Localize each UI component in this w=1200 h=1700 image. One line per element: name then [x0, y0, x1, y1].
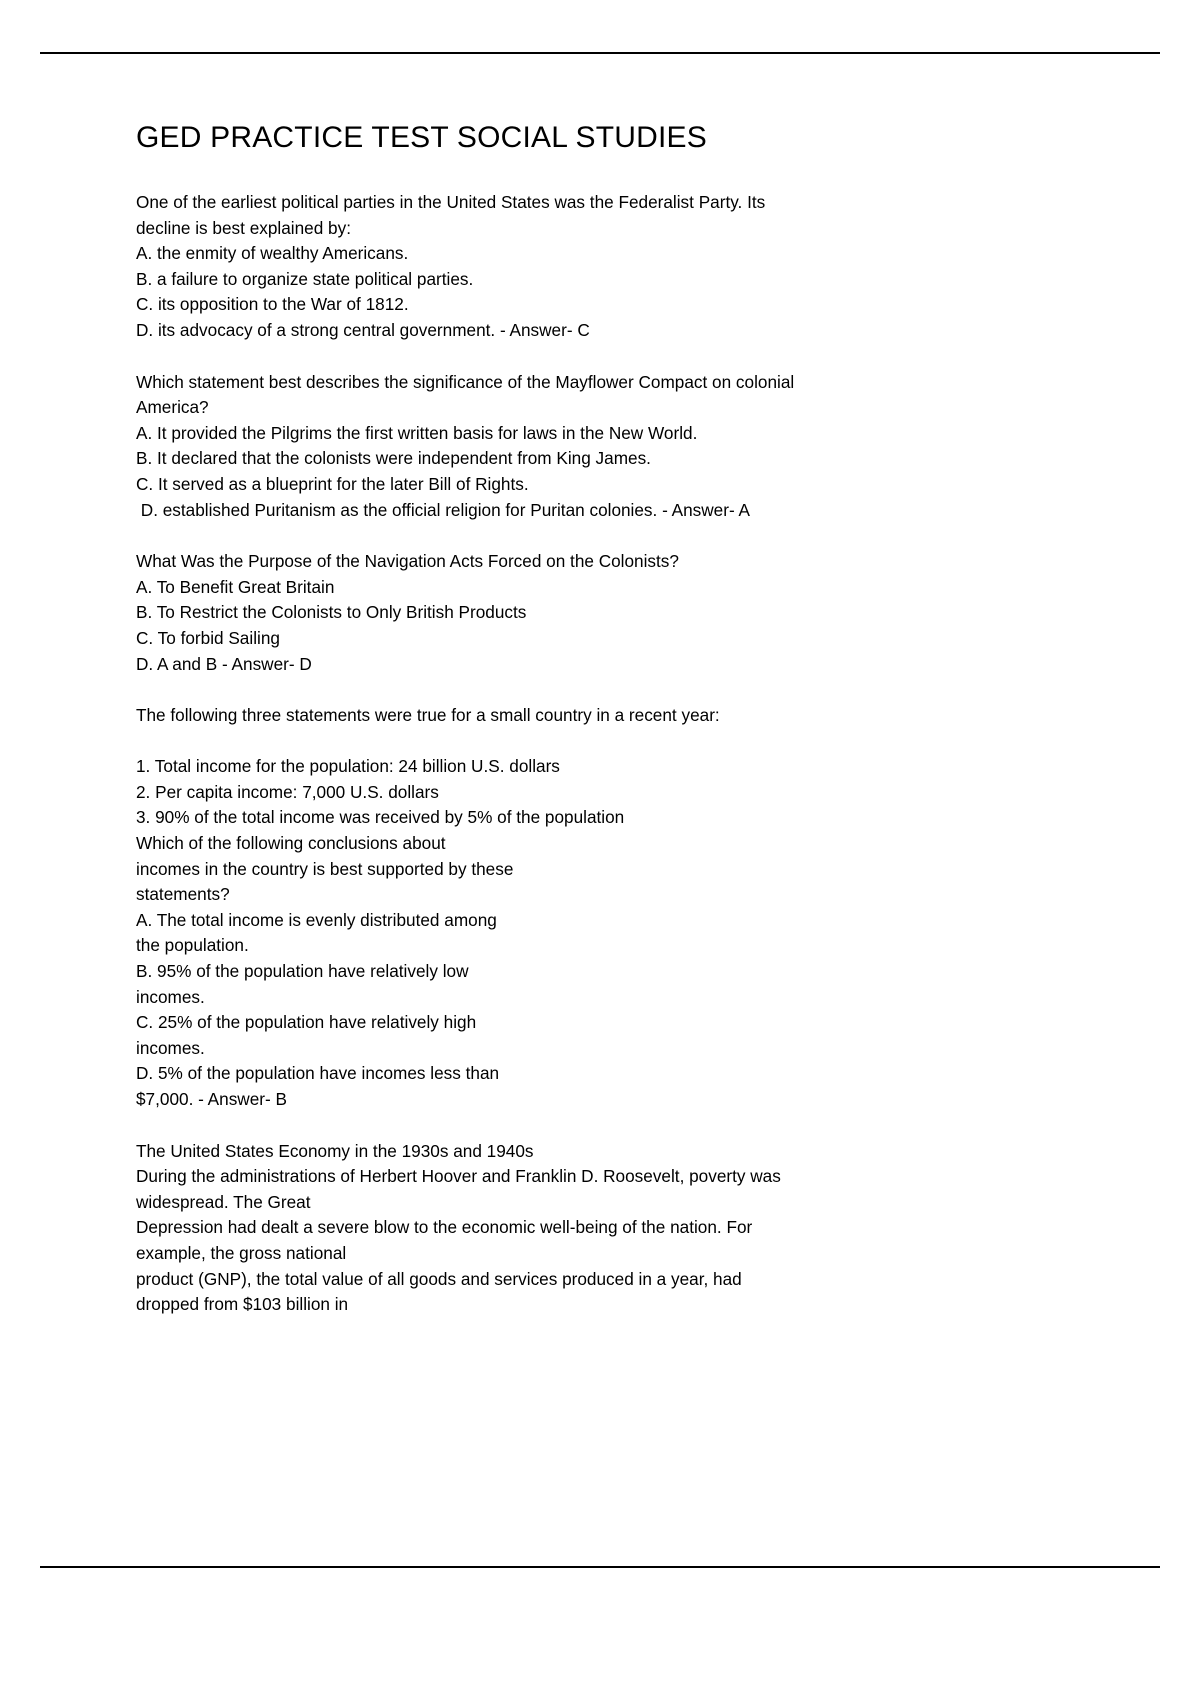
text-line: incomes in the country is best supported by these	[136, 858, 514, 879]
blank-line	[136, 729, 1036, 755]
text-line: D. 5% of the population have incomes less than	[136, 1063, 500, 1084]
text-line: $7,000. - Answer- B	[136, 1089, 287, 1109]
text-line: What Was the Purpose of the Navigation Acts Forced on the Colonists?	[136, 551, 679, 572]
text-block	[136, 549, 1036, 677]
text-line: decline is best explained by:	[136, 217, 351, 238]
text-block	[136, 190, 1036, 344]
text-line: C. It served as a blueprint for the later Bill of Rights.	[136, 473, 529, 494]
text-line: C. its opposition to the War of 1812.	[136, 294, 409, 315]
text-line: America?	[136, 397, 209, 418]
header-rule	[40, 52, 1160, 54]
text-block	[136, 370, 1036, 524]
text-line: A. The total income is evenly distributed among	[136, 909, 497, 930]
text-line: D. its advocacy of a strong central government. - Answer- C	[136, 319, 590, 340]
question-list	[136, 190, 1036, 1318]
text-line: B. It declared that the colonists were independent from King James.	[136, 448, 651, 469]
text-line: A. the enmity of wealthy Americans.	[136, 243, 409, 264]
text-line: 2. Per capita income: 7,000 U.S. dollars	[136, 781, 439, 802]
text-block	[136, 1139, 1036, 1318]
text-line: A. It provided the Pilgrims the first written basis for laws in the New World.	[136, 422, 698, 443]
text-line: Depression had dealt a severe blow to the economic well-being of the nation. For	[136, 1217, 753, 1238]
text-line: D. established Puritanism as the official religion for Puritan colonies. - Answer- A	[136, 499, 750, 520]
text-line: incomes.	[136, 986, 205, 1007]
text-line: Which statement best describes the significance of the Mayflower Compact on colonial	[136, 371, 795, 392]
text-line: 1. Total income for the population: 24 billion U.S. dollars	[136, 756, 560, 777]
text-line: widespread. The Great	[136, 1191, 311, 1212]
text-line: One of the earliest political parties in the United States was the Federalist Party. Its	[136, 192, 766, 212]
text-line: The United States Economy in the 1930s and 1940s	[136, 1140, 534, 1161]
text-line: During the administrations of Herbert Hoover and Franklin D. Roosevelt, poverty was	[136, 1166, 781, 1187]
text-line: Which of the following conclusions about	[136, 833, 446, 854]
page-title: GED PRACTICE TEST SOCIAL STUDIES	[136, 121, 707, 154]
footer-rule	[40, 1566, 1160, 1568]
text-line: incomes.	[136, 1037, 205, 1058]
text-line: statements?	[136, 884, 230, 905]
text-line: B. To Restrict the Colonists to Only British Products	[136, 602, 527, 623]
text-line: example, the gross national	[136, 1242, 347, 1263]
text-line: B. 95% of the population have relatively low	[136, 961, 469, 982]
text-line: A. To Benefit Great Britain	[136, 576, 335, 597]
text-line: dropped from $103 billion in	[136, 1294, 349, 1315]
text-line: C. 25% of the population have relatively high	[136, 1012, 477, 1033]
text-line: product (GNP), the total value of all goods and services produced in a year, had	[136, 1268, 742, 1289]
text-line: B. a failure to organize state political parties.	[136, 268, 474, 289]
document-content	[136, 120, 1036, 1318]
text-block	[136, 703, 1036, 1113]
text-line: D. A and B - Answer- D	[136, 653, 312, 674]
text-line: the population.	[136, 935, 249, 956]
text-line: 3. 90% of the total income was received by 5% of the population	[136, 807, 625, 828]
text-line: C. To forbid Sailing	[136, 627, 280, 648]
text-line: The following three statements were true for a small country in a recent year:	[136, 705, 720, 726]
